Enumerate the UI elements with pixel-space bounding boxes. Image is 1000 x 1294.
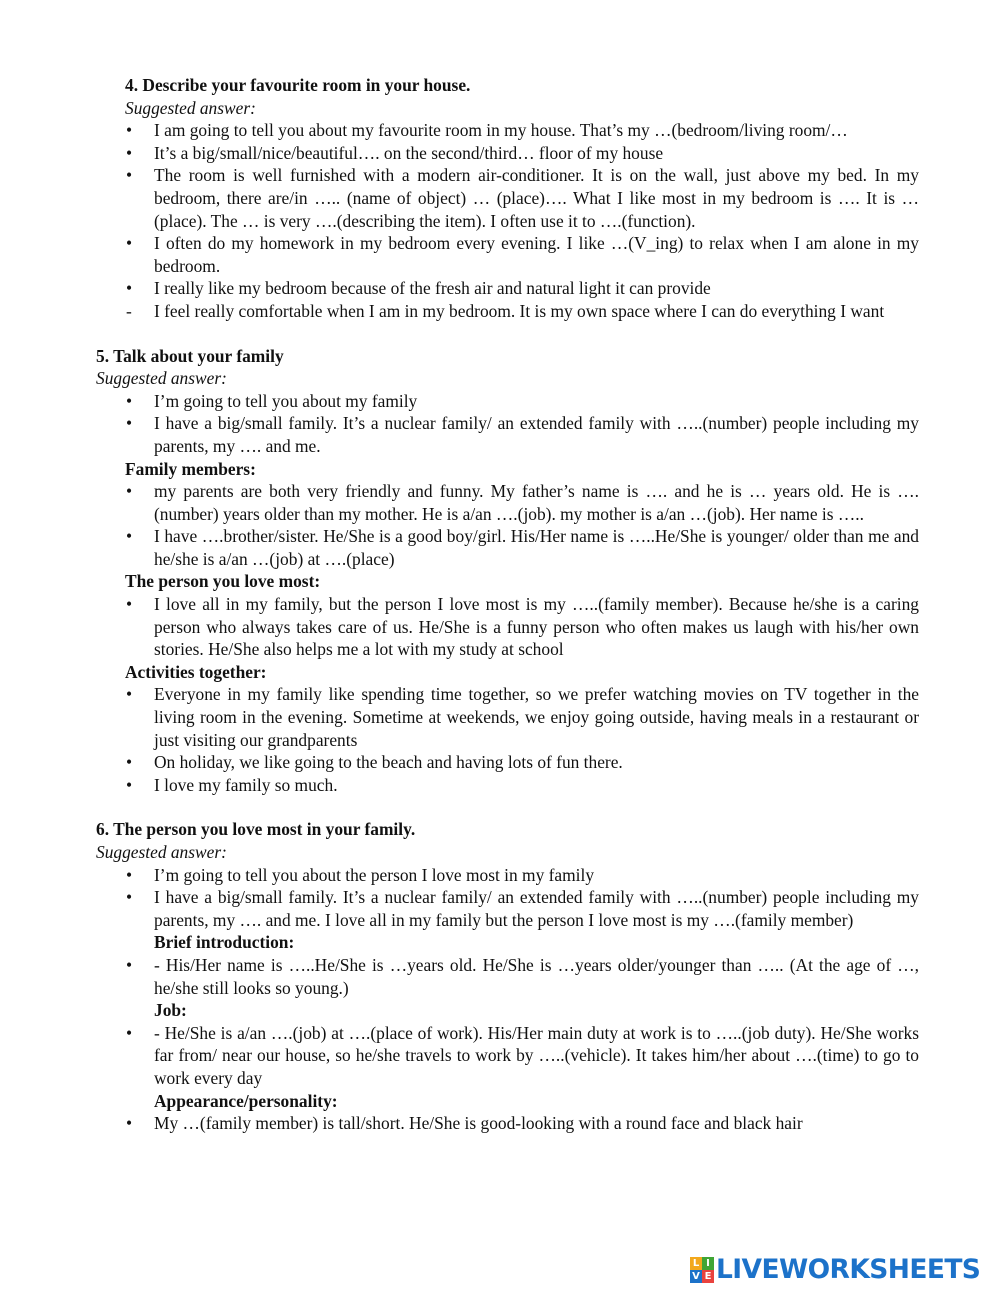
section-favourite-room: [0, 74, 1000, 323]
subheading-job: Job:: [154, 1000, 187, 1021]
subheading-appearance-personality: Appearance/personality:: [154, 1090, 338, 1111]
liveworksheets-logo-icon: L I V E: [690, 1257, 714, 1283]
section-title: 6. The person you love most in your family.: [96, 819, 416, 840]
liveworksheets-logo: [690, 1253, 980, 1287]
suggested-answer-label: Suggested answer:: [96, 368, 227, 389]
list-item: • I have a big/small family. It’s a nuclear family/ an extended family with …..(number) people including my parents, my …. and me. I love all in my family but the person I love most is my ….(family member): [126, 887, 919, 930]
suggested-answer-label: Suggested answer:: [96, 842, 227, 862]
list-item: • The room is well furnished with a modern air-conditioner. It is on the wall, just above my bed. In my bedroom, there are/in ….. (name of object) … (place)…. What I like most in my bedroom is …. It is …(place). The … is very ….(describing the item). I often use it to ….(function).: [126, 165, 919, 231]
list-item: • I really like my bedroom because of the fresh air and natural light it can provide: [126, 278, 711, 299]
list-item: • I have ….brother/sister. He/She is a good boy/girl. His/Her name is …..He/She is younger/ older than me and he/she is a/an …(job) at ….(place): [126, 526, 919, 569]
subheading-person-love-most: The person you love most:: [125, 571, 321, 592]
list-item: • My …(family member) is tall/short. He/She is good-looking with a round face and black hair: [126, 1113, 803, 1134]
list-item: • I love my family so much.: [126, 774, 338, 795]
list-item: - I feel really comfortable when I am in my bedroom. It is my own space where I can do everything I want: [126, 300, 885, 321]
list-item: • I’m going to tell you about my family: [126, 390, 418, 411]
list-item: • It’s a big/small/nice/beautiful…. on the second/third… floor of my house: [126, 142, 664, 163]
section-title: 4. Describe your favourite room in your house.: [125, 75, 471, 95]
list-item: • I have a big/small family. It’s a nuclear family/ an extended family with …..(number) people including my parents, my …. and me.: [126, 413, 919, 456]
list-item: • I often do my homework in my bedroom every evening. I like …(V_ing) to relax when I am alone in my bedroom.: [126, 233, 919, 276]
worksheet-page: [0, 74, 1000, 1135]
list-item: • I am going to tell you about my favourite room in my house. That’s my …(bedroom/living room/…: [126, 120, 848, 141]
section-person-love-most: [0, 818, 1000, 1134]
liveworksheets-logo-text: LIVEWORKSHEETS: [716, 1253, 981, 1285]
section-title: 5. Talk about your family: [96, 345, 284, 366]
list-item: • my parents are both very friendly and funny. My father’s name is …. and he is … years old. He is ….(number) years older than my mother. He is a/an ….(job). my mother is a/an …(job). Her name is …..: [126, 481, 919, 524]
list-item: • I love all in my family, but the person I love most is my …..(family member). Because he/she is a caring person who always takes care of us. He/She is a funny person who often makes us laugh with his/her own stories. He/She also helps me a lot with my study at school: [126, 594, 919, 660]
section-family: [0, 345, 1000, 797]
list-item: • I’m going to tell you about the person I love most in my family: [126, 864, 595, 885]
subheading-family-members: Family members:: [125, 458, 256, 479]
list-item: • - He/She is a/an ….(job) at ….(place of work). His/Her main duty at work is to …..(job duty). He/She works far from/ near our house, so he/she travels to work by …..(vehicle). It takes him/her about ….(time) to go to work every day: [126, 1022, 919, 1088]
subheading-brief-introduction: Brief introduction:: [154, 932, 295, 953]
list-item: • - His/Her name is …..He/She is …years old. He/She is …years older/younger than ….. (At the age of …, he/she still looks so young.): [126, 954, 919, 998]
list-item: • On holiday, we like going to the beach and having lots of fun there.: [126, 752, 623, 773]
suggested-answer-label: Suggested answer:: [125, 97, 256, 118]
subheading-activities: Activities together:: [125, 661, 267, 682]
list-item: • Everyone in my family like spending time together, so we prefer watching movies on TV together in the living room in the evening. Sometime at weekends, we enjoy going outside, having meals in a restaurant or just visiting our grandparents: [126, 684, 919, 750]
